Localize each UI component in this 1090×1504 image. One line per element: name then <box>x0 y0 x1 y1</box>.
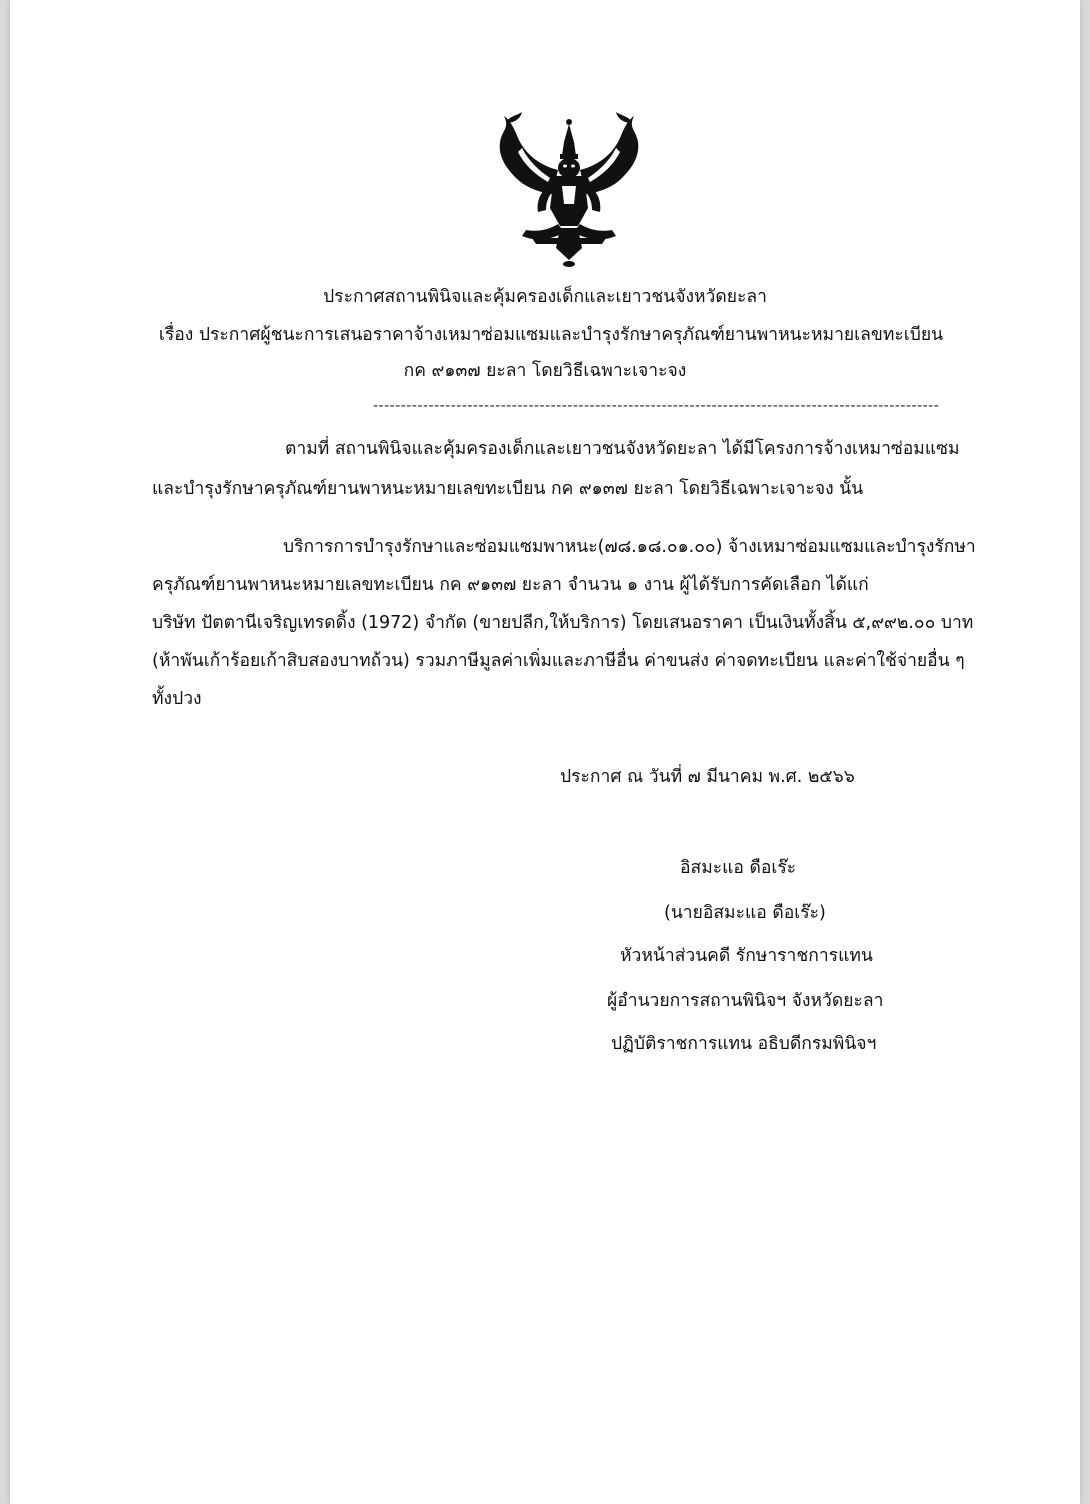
paragraph-1-line-2: และบำรุงรักษาครุภัณฑ์ยานพาหนะหมายเลขทะเบียน กค ๙๑๓๗ ยะลา โดยวิธีเฉพาะเจาะจง นั้น <box>152 479 864 499</box>
paragraph-2-line-4: (ห้าพันเก้าร้อยเก้าสิบสองบาทถ้วน) รวมภาษีมูลค่าเพิ่มและภาษีอื่น ค่าขนส่ง ค่าจดทะเบียน และค่าใช้จ่ายอื่น ๆ <box>152 651 965 671</box>
document-body <box>10 0 1080 1504</box>
signed-name: อิสมะแอ ดือเร๊ะ <box>680 858 797 878</box>
subject-line-2: กค ๙๑๓๗ ยะลา โดยวิธีเฉพาะเจาะจง <box>403 361 687 381</box>
signatory-full-name: (นายอิสมะแอ ดือเร๊ะ) <box>664 903 826 923</box>
garuda-emblem-icon <box>492 108 646 268</box>
document-page <box>10 0 1080 1504</box>
paragraph-2-line-1: บริการการบำรุงรักษาและซ่อมแซมพาหนะ(๗๘.๑๘.๐๑.๐๐) จ้างเหมาซ่อมแซมและบำรุงรักษา <box>283 537 976 557</box>
signatory-position-3: ปฏิบัติราชการแทน อธิบดีกรมพินิจฯ <box>611 1034 877 1054</box>
subject-line-1: เรื่อง ประกาศผู้ชนะการเสนอราคาจ้างเหมาซ่อมแซมและบำรุงรักษาครุภัณฑ์ยานพาหนะหมายเลขทะเบียน <box>158 325 944 345</box>
paragraph-2-line-5: ทั้งปวง <box>152 689 202 709</box>
agency-title: ประกาศสถานพินิจและคุ้มครองเด็กและเยาวชนจังหวัดยะลา <box>323 287 767 307</box>
paragraph-2-line-3: บริษัท ปัตตานีเจริญเทรดดิ้ง (1972) จำกัด (ขายปลีก,ให้บริการ) โดยเสนอราคา เป็นเงินทั้งสิ้น ๕,๙๙๒.๐๐ บาท <box>152 613 974 633</box>
paragraph-2-line-2: ครุภัณฑ์ยานพาหนะหมายเลขทะเบียน กค ๙๑๓๗ ยะลา จำนวน ๑ งาน ผู้ได้รับการคัดเลือก ได้แก่ <box>152 575 869 595</box>
paragraph-1-line-1: ตามที่ สถานพินิจและคุ้มครองเด็กและเยาวชนจังหวัดยะลา ได้มีโครงการจ้างเหมาซ่อมแซม <box>285 439 960 459</box>
signatory-position-2: ผู้อำนวยการสถานพินิจฯ จังหวัดยะลา <box>607 991 884 1011</box>
announcement-date: ประกาศ ณ วันที่ ๗ มีนาคม พ.ศ. ๒๕๖๖ <box>560 767 855 787</box>
signatory-position-1: หัวหน้าส่วนคดี รักษาราชการแทน <box>620 946 873 966</box>
separator-line: ------------------------------------------------------------------------------------------------------ <box>373 398 940 414</box>
